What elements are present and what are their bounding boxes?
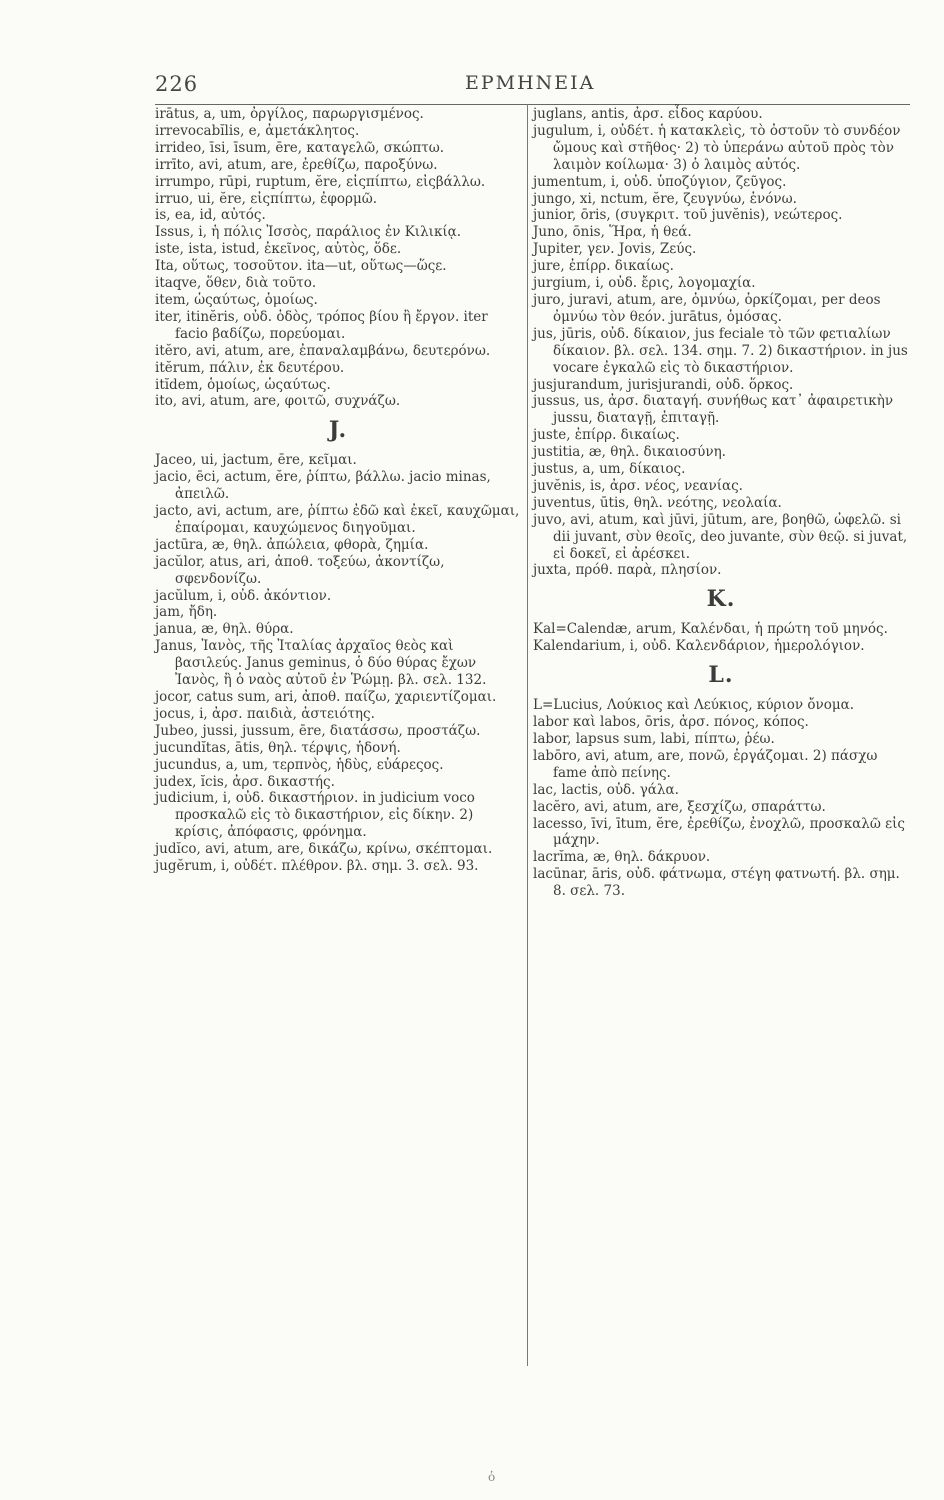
dictionary-entry: jacŭlum, i, οὐδ. ἀκόντιον. [155, 587, 332, 604]
dictionary-entry: irrīto, avi, atum, are, ἐρεθίζω, παροξύνω. [155, 156, 438, 173]
dictionary-entry: juvĕnis, is, ἀρσ. νέος, νεανίας. [533, 477, 743, 494]
dictionary-entry: jocor, catus sum, ari, ἀποθ. παίζω, χαριεντίζομαι. [155, 689, 497, 705]
dictionary-entry: irrideo, īsi, īsum, ēre, καταγελῶ, σκώπτω. [155, 139, 445, 156]
dictionary-entry: jussus, us, ἀρσ. διαταγή. συνήθως κατ᾿ ἀφαιρετικὴν jussu, διαταγῇ, ἐπιταγῇ. [533, 393, 894, 427]
dictionary-entry: jacŭlor, atus, ari, ἀποθ. τοξεύω, ἀκοντίζω, σφενδονίζω. [155, 553, 445, 587]
dictionary-entry: lacūnar, āris, οὐδ. φάτνωμα, στέγη φατνωτή. βλ. σημ. 8. σελ. 73. [533, 866, 900, 900]
dictionary-entry: iste, ista, istud, ἐκεῖνος, αὐτὸς, ὅδε. [155, 241, 402, 258]
dictionary-entry: labōro, avi, atum, are, πονῶ, ἐργάζομαι. 2) πάσχω fame ἀπὸ πείνης. [533, 747, 878, 781]
dictionary-entry: labor, lapsus sum, labi, πίπτω, ῥέω. [533, 731, 775, 747]
dictionary-entry: juxta, πρόθ. παρὰ, πλησίον. [533, 562, 722, 579]
dictionary-entry: L=Lucius, Λούκιος καὶ Λεύκιος, κύριον ὄνομα. [533, 697, 855, 714]
dictionary-entry: judicium, i, οὐδ. δικαστήριον. in judicium voco προσκαλῶ εἰς τὸ δικαστήριον, εἰς δίκην. 2) κρίσις, ἀπόφασις, φρόνημα. [155, 790, 475, 841]
dictionary-entry: Juno, ōnis, Ἥρα, ἡ θεά. [533, 224, 692, 241]
dictionary-entry: jucundĭtas, ātis, θηλ. τέρψις, ἡδονή. [155, 739, 401, 756]
dictionary-entry: item, ὡςαύτως, ὁμοίως. [155, 291, 318, 308]
dictionary-entry: juvo, avi, atum, καὶ jūvi, jūtum, are, βοηθῶ, ὠφελῶ. si dii juvant, σὺν θεοῖς, deo juvante, σὺν θεῷ. si juvat, εἰ δοκεῖ, εἰ ἀρέσκει. [533, 511, 908, 562]
dictionary-entry: jurgium, i, οὐδ. ἔρις, λογομαχία. [533, 275, 756, 292]
dictionary-entry: Ita, οὕτως, τοσοῦτον. ita—ut, οὕτως—ὥςε. [155, 258, 447, 275]
dictionary-entry: irrevocabĭlis, e, ἀμετάκλητος. [155, 122, 360, 139]
dictionary-entry: judĭco, avi, atum, are, δικάζω, κρίνω, σκέπτομαι. [155, 841, 493, 858]
dictionary-entry: juglans, antis, ἀρσ. εἶδος καρύου. [533, 106, 763, 122]
dictionary-entry: lacesso, īvi, ītum, ĕre, ἐρεθίζω, ἐνοχλῶ, προσκαλῶ εἰς μάχην. [533, 815, 905, 849]
dictionary-entry: irrumpo, rūpi, ruptum, ĕre, εἰςπίπτω, εἰςβάλλω. [155, 173, 486, 190]
dictionary-entry: jucundus, a, um, τερπνὸς, ἡδὺς, εὐάρεςος. [155, 756, 444, 773]
running-head: ΕΡΜΗΝΕΙΑ [465, 72, 596, 94]
section-letter: J. [328, 417, 348, 444]
dictionary-entry: ito, avi, atum, are, φοιτῶ, συχνάζω. [155, 393, 401, 410]
dictionary-entry: jugulum, i, οὐδέτ. ἡ κατακλεὶς, τὸ ὀστοῦν τὸ συνδέον ὤμους καὶ στῆθος· 2) τὸ ὑπεράνω αὐτοῦ πρὸς τὸν λαιμὸν κοίλωμα· 3) ὁ λαιμὸς αὐτός. [533, 122, 901, 173]
dictionary-entry: Kal=Calendæ, arum, Καλένδαι, ἡ πρώτη τοῦ μηνός. [533, 621, 888, 638]
dictionary-entry: jungo, xi, nctum, ĕre, ζευγνύω, ἑνόνω. [533, 190, 797, 207]
dictionary-entry: jacio, ēci, actum, ĕre, ῥίπτω, βάλλω. jacio minas, ἀπειλῶ. [155, 469, 491, 503]
dictionary-entry: jugĕrum, i, οὐδέτ. πλέθρον. βλ. σημ. 3. σελ. 93. [155, 858, 479, 875]
dictionary-entry: is, ea, id, αὐτός. [155, 207, 266, 224]
dictionary-entry: jacto, avi, actum, are, ῥίπτω ἐδῶ καὶ ἐκεῖ, καυχῶμαι, ἐπαίρομαι, καυχώμενος διηγοῦμαι. [155, 503, 520, 536]
dictionary-entry: jus, jūris, οὐδ. δίκαιον, jus feciale τὸ τῶν φετιαλίων δίκαιον. βλ. σελ. 134. σημ. 7. 2) δικαστήριον. in jus vocare ἐγκαλῶ εἰς τὸ δικαστήριον. [533, 325, 908, 376]
section-letter: L. [708, 662, 734, 689]
dictionary-entry: itĭdem, ὁμοίως, ὡςαύτως. [155, 376, 331, 393]
dictionary-entry: Jupiter, γεν. Jovis, Ζεύς. [533, 241, 697, 258]
dictionary-entry: irātus, a, um, ὀργίλος, παρωργισμένος. [155, 106, 424, 122]
dictionary-entry: Janus, Ἰανὸς, τῆς Ἰταλίας ἀρχαῖος θεὸς καὶ βασιλεύς. Janus geminus, ὁ δύο θύρας ἔχων Ἰανὸς, ἢ ὁ ναὸς αὐτοῦ ἐν Ῥώμῃ. βλ. σελ. 132. [155, 638, 487, 689]
dictionary-entry: lacĕro, avi, atum, are, ξεσχίζω, σπαράττω. [533, 798, 826, 815]
dictionary-entry: itĕrum, πάλιν, ἐκ δευτέρου. [155, 359, 345, 376]
dictionary-entry: itaqve, ὅθεν, διὰ τοῦτο. [155, 275, 317, 292]
page-number: 226 [155, 72, 199, 96]
dictionary-entry: justitia, æ, θηλ. δικαιοσύνη. [533, 444, 726, 461]
dictionary-entry: judex, ĭcis, ἀρσ. δικαστής. [155, 773, 335, 790]
dictionary-entry: lacrĭma, æ, θηλ. δάκρυον. [533, 849, 711, 866]
dictionary-entry: juste, ἐπίρρ. δικαίως. [533, 427, 680, 444]
dictionary-entry: Jubeo, jussi, jussum, ēre, διατάσσω, προστάζω. [155, 722, 481, 739]
dictionary-entry: juventus, ūtis, θηλ. νεότης, νεολαία. [533, 494, 782, 511]
dictionary-entry: lac, lactis, οὐδ. γάλα. [533, 781, 679, 798]
dictionary-entry: jusjurandum, jurisjurandi, οὐδ. ὅρκος. [533, 376, 794, 393]
header-rule [155, 104, 910, 105]
left-column [155, 106, 521, 875]
dictionary-entry: jumentum, i, οὐδ. ὑποζύγιον, ζεῦγος. [533, 173, 787, 190]
dictionary-entry: Kalendarium, i, οὐδ. Καλενδάριον, ἡμερολόγιον. [533, 638, 865, 655]
dictionary-entry: irruo, ui, ĕre, εἰςπίπτω, ἐφορμῶ. [155, 190, 378, 207]
dictionary-entry: jam, ἤδη. [155, 604, 218, 621]
dictionary-entry: itĕro, avi, atum, are, ἐπαναλαμβάνω, δευτερόνω. [155, 342, 491, 359]
dictionary-entry: labor καὶ labos, ōris, ἀρσ. πόνος, κόπος. [533, 714, 809, 731]
footer-mark: ὁ [488, 1470, 496, 1484]
right-column [533, 106, 909, 900]
dictionary-entry: iter, itinĕris, οὐδ. ὁδὸς, τρόπος βίου ἢ ἔργον. iter facio βαδίζω, πορεύομαι. [155, 308, 488, 342]
dictionary-entry: Issus, i, ἡ πόλις Ἰσσὸς, παράλιος ἐν Κιλικίᾳ. [155, 224, 462, 241]
dictionary-entry: janua, æ, θηλ. θύρα. [155, 621, 294, 638]
section-letter: K. [706, 586, 736, 613]
dictionary-entry: juro, juravi, atum, are, ὀμνύω, ὁρκίζομαι, per deos ὀμνύω τὸν θεόν. jurātus, ὁμόσας. [533, 291, 881, 325]
dictionary-entry: junior, ōris, (συγκριτ. τοῦ juvĕnis), νεώτερος. [533, 207, 843, 224]
dictionary-entry: justus, a, um, δίκαιος. [533, 461, 686, 478]
dictionary-entry: jactūra, æ, θηλ. ἀπώλεια, φθορὰ, ζημία. [155, 536, 429, 553]
column-divider [527, 104, 528, 1366]
dictionary-entry: Jaceo, ui, jactum, ēre, κεῖμαι. [155, 452, 357, 469]
dictionary-entry: jure, ἐπίρρ. δικαίως. [533, 258, 674, 275]
dictionary-entry: jocus, i, ἀρσ. παιδιὰ, ἀστειότης. [155, 705, 375, 722]
